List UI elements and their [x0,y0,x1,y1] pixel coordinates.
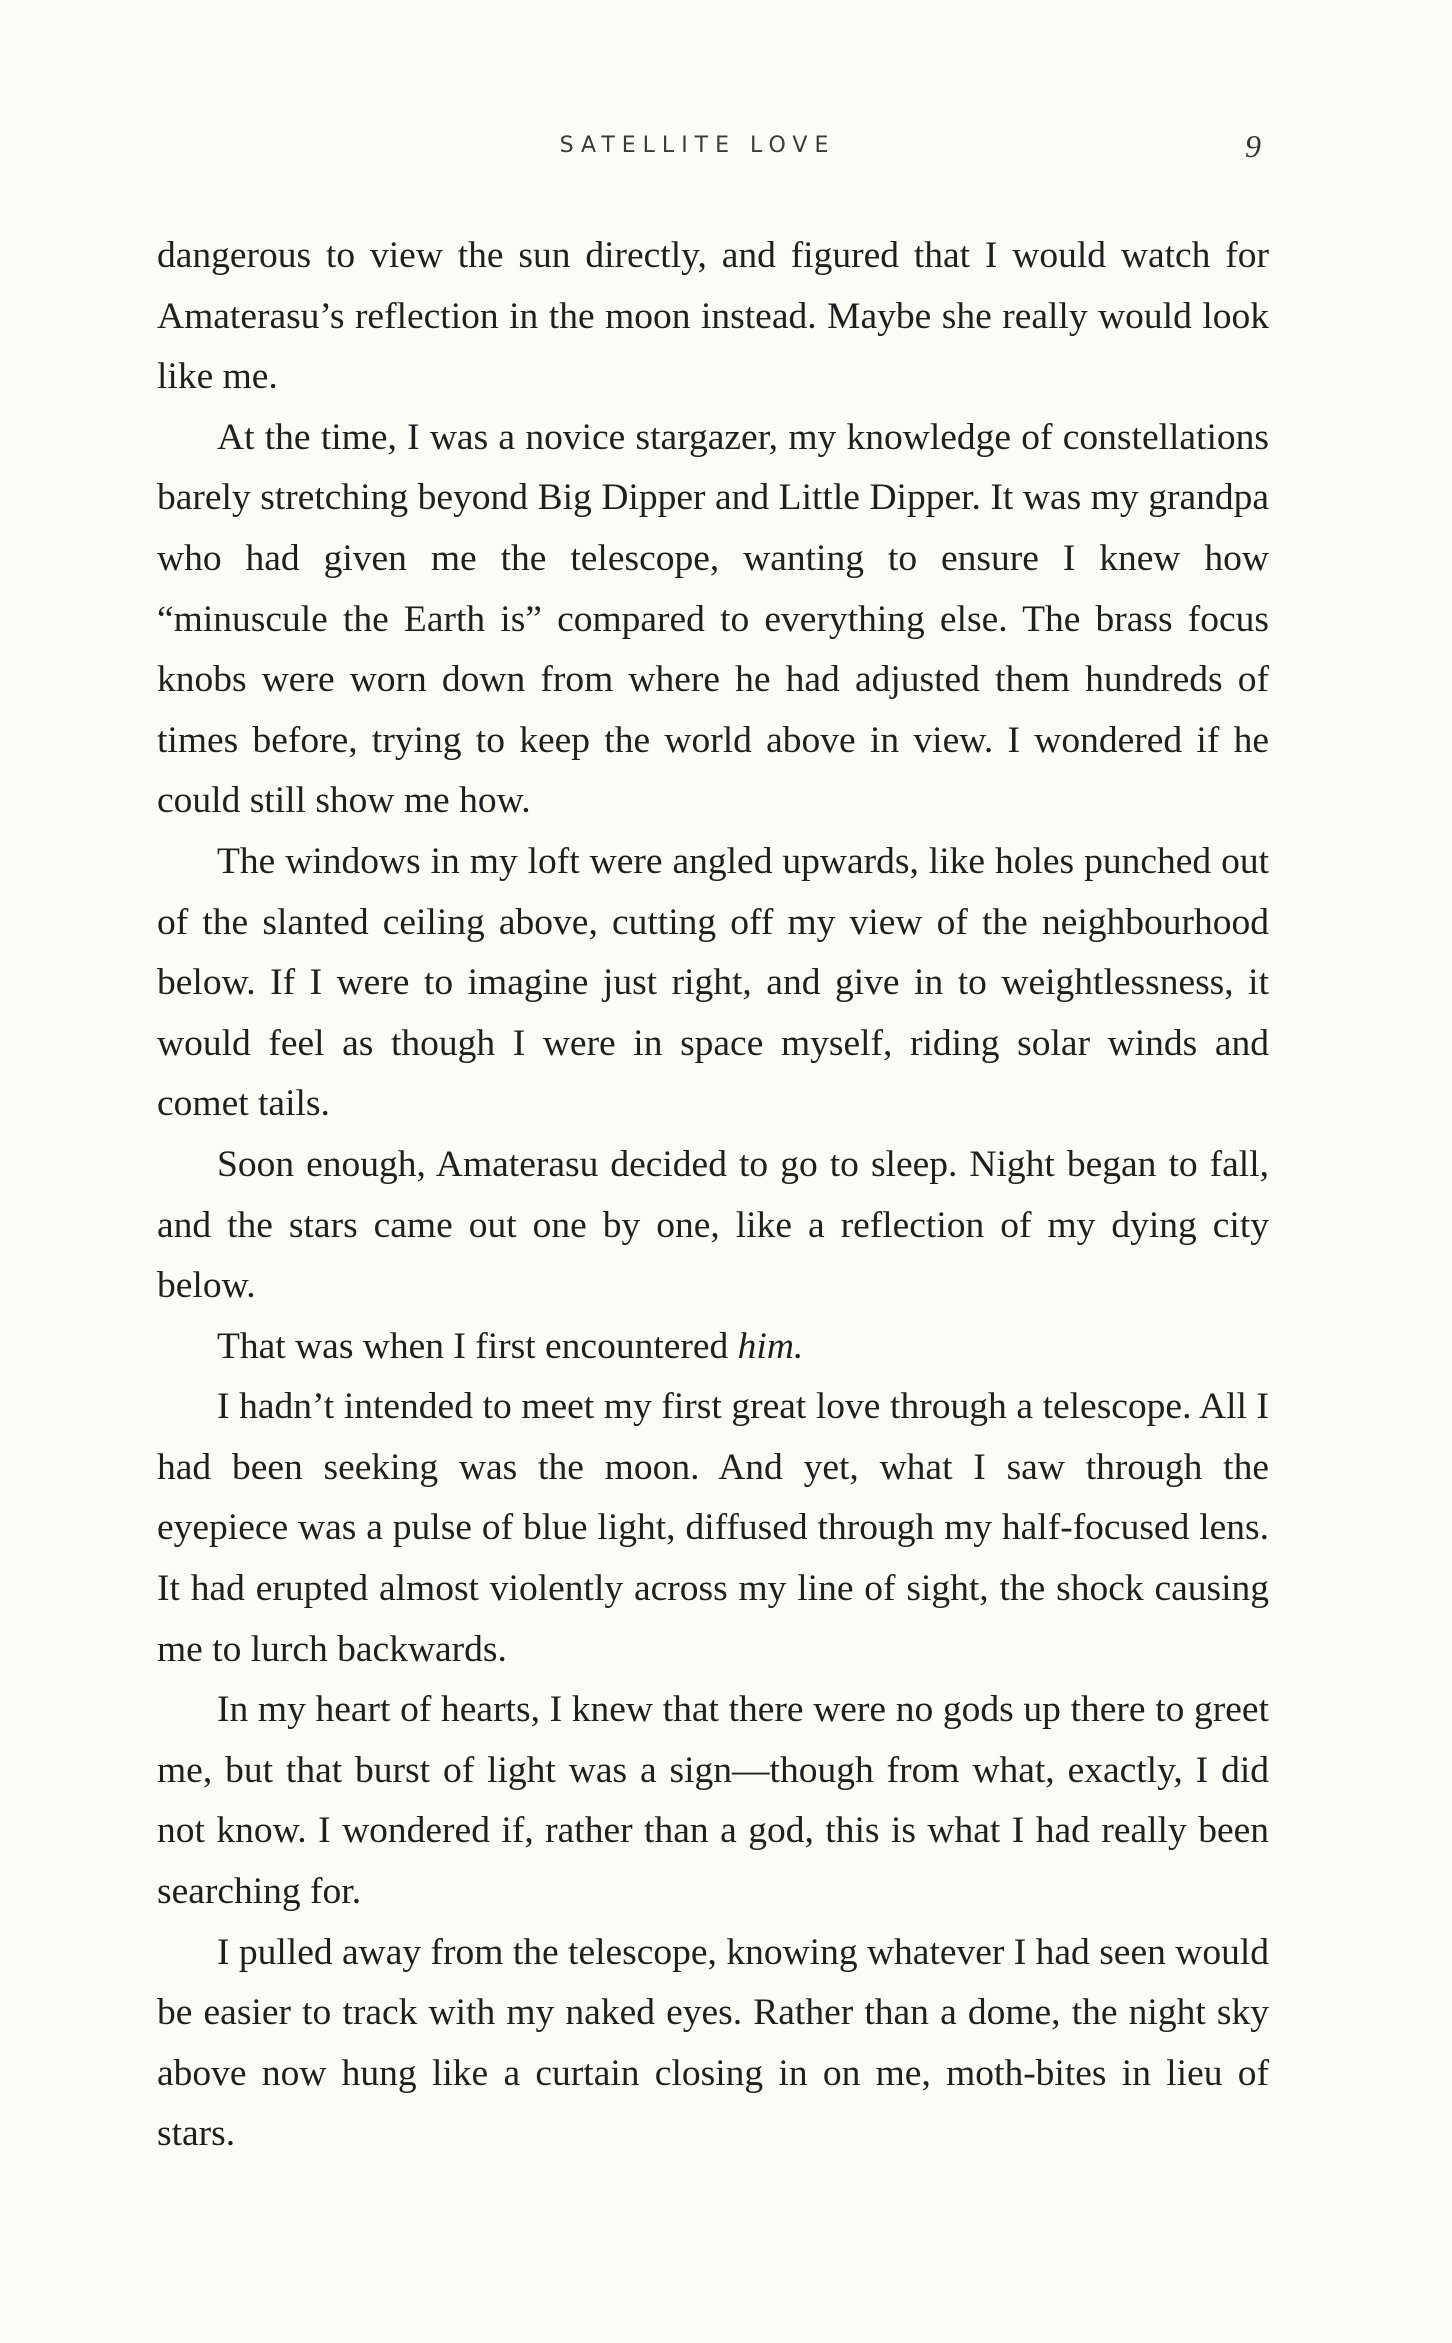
paragraph-5-emphasis: him. [737,1325,804,1367]
paragraph-1: dangerous to view the sun directly, and figured that I would watch for Amaterasu’s reflection in the moon instead. Maybe she really would look like me. [157,235,1269,398]
paragraph-5-text: That was when I first encountered [217,1325,729,1367]
paragraph-3: The windows in my loft were angled upwards, like holes punched out of the slanted ceiling above, cutting off my view of the neighbourhood below. If I were to imagine just right, and give in to weightlessness, it would feel as though I were in space myself, riding solar winds and comet tails. [157,840,1269,1125]
paragraph-4: Soon enough, Amaterasu decided to go to sleep. Night began to fall, and the stars came out one by one, like a reflection of my dying city below. [157,1143,1269,1307]
running-head-title: SATELLITE LOVE [559,133,836,158]
paragraph-5 [157,1317,1269,1378]
paragraph-8: I pulled away from the telescope, knowing whatever I had seen would be easier to track with my naked eyes. Rather than a dome, the night sky above now hung like a curtain closing in on me, moth-bites in lieu of stars. [157,1931,1269,2155]
paragraph-7: In my heart of hearts, I knew that there were no gods up there to greet me, but that burst of light was a sign—though from what, exactly, I did not know. I wondered if, rather than a god, this is what I had really been searching for. [157,1689,1269,1913]
paragraph-6: I hadn’t intended to meet my first great love through a telescope. All I had been seeking was the moon. And yet, what I saw through the eyepiece was a pulse of blue light, diffused through my half-focused lens. It had erupted almost violently across my line of sight, the shock causing me to lurch backwards. [157,1386,1269,1670]
page-number: 9 [1245,128,1261,164]
running-head [0,128,1452,164]
body-text [157,226,1269,2165]
paragraph-2: At the time, I was a novice stargazer, my knowledge of constellations barely stretching beyond Big Dipper and Little Dipper. It was my grandpa who had given me the telescope, wanting to ensure I knew how “minuscule the Earth is” compared to everything else. The brass focus knobs were worn down from where he had adjusted them hundreds of times before, trying to keep the world above in view. I wondered if he could still show me how. [157,416,1269,822]
